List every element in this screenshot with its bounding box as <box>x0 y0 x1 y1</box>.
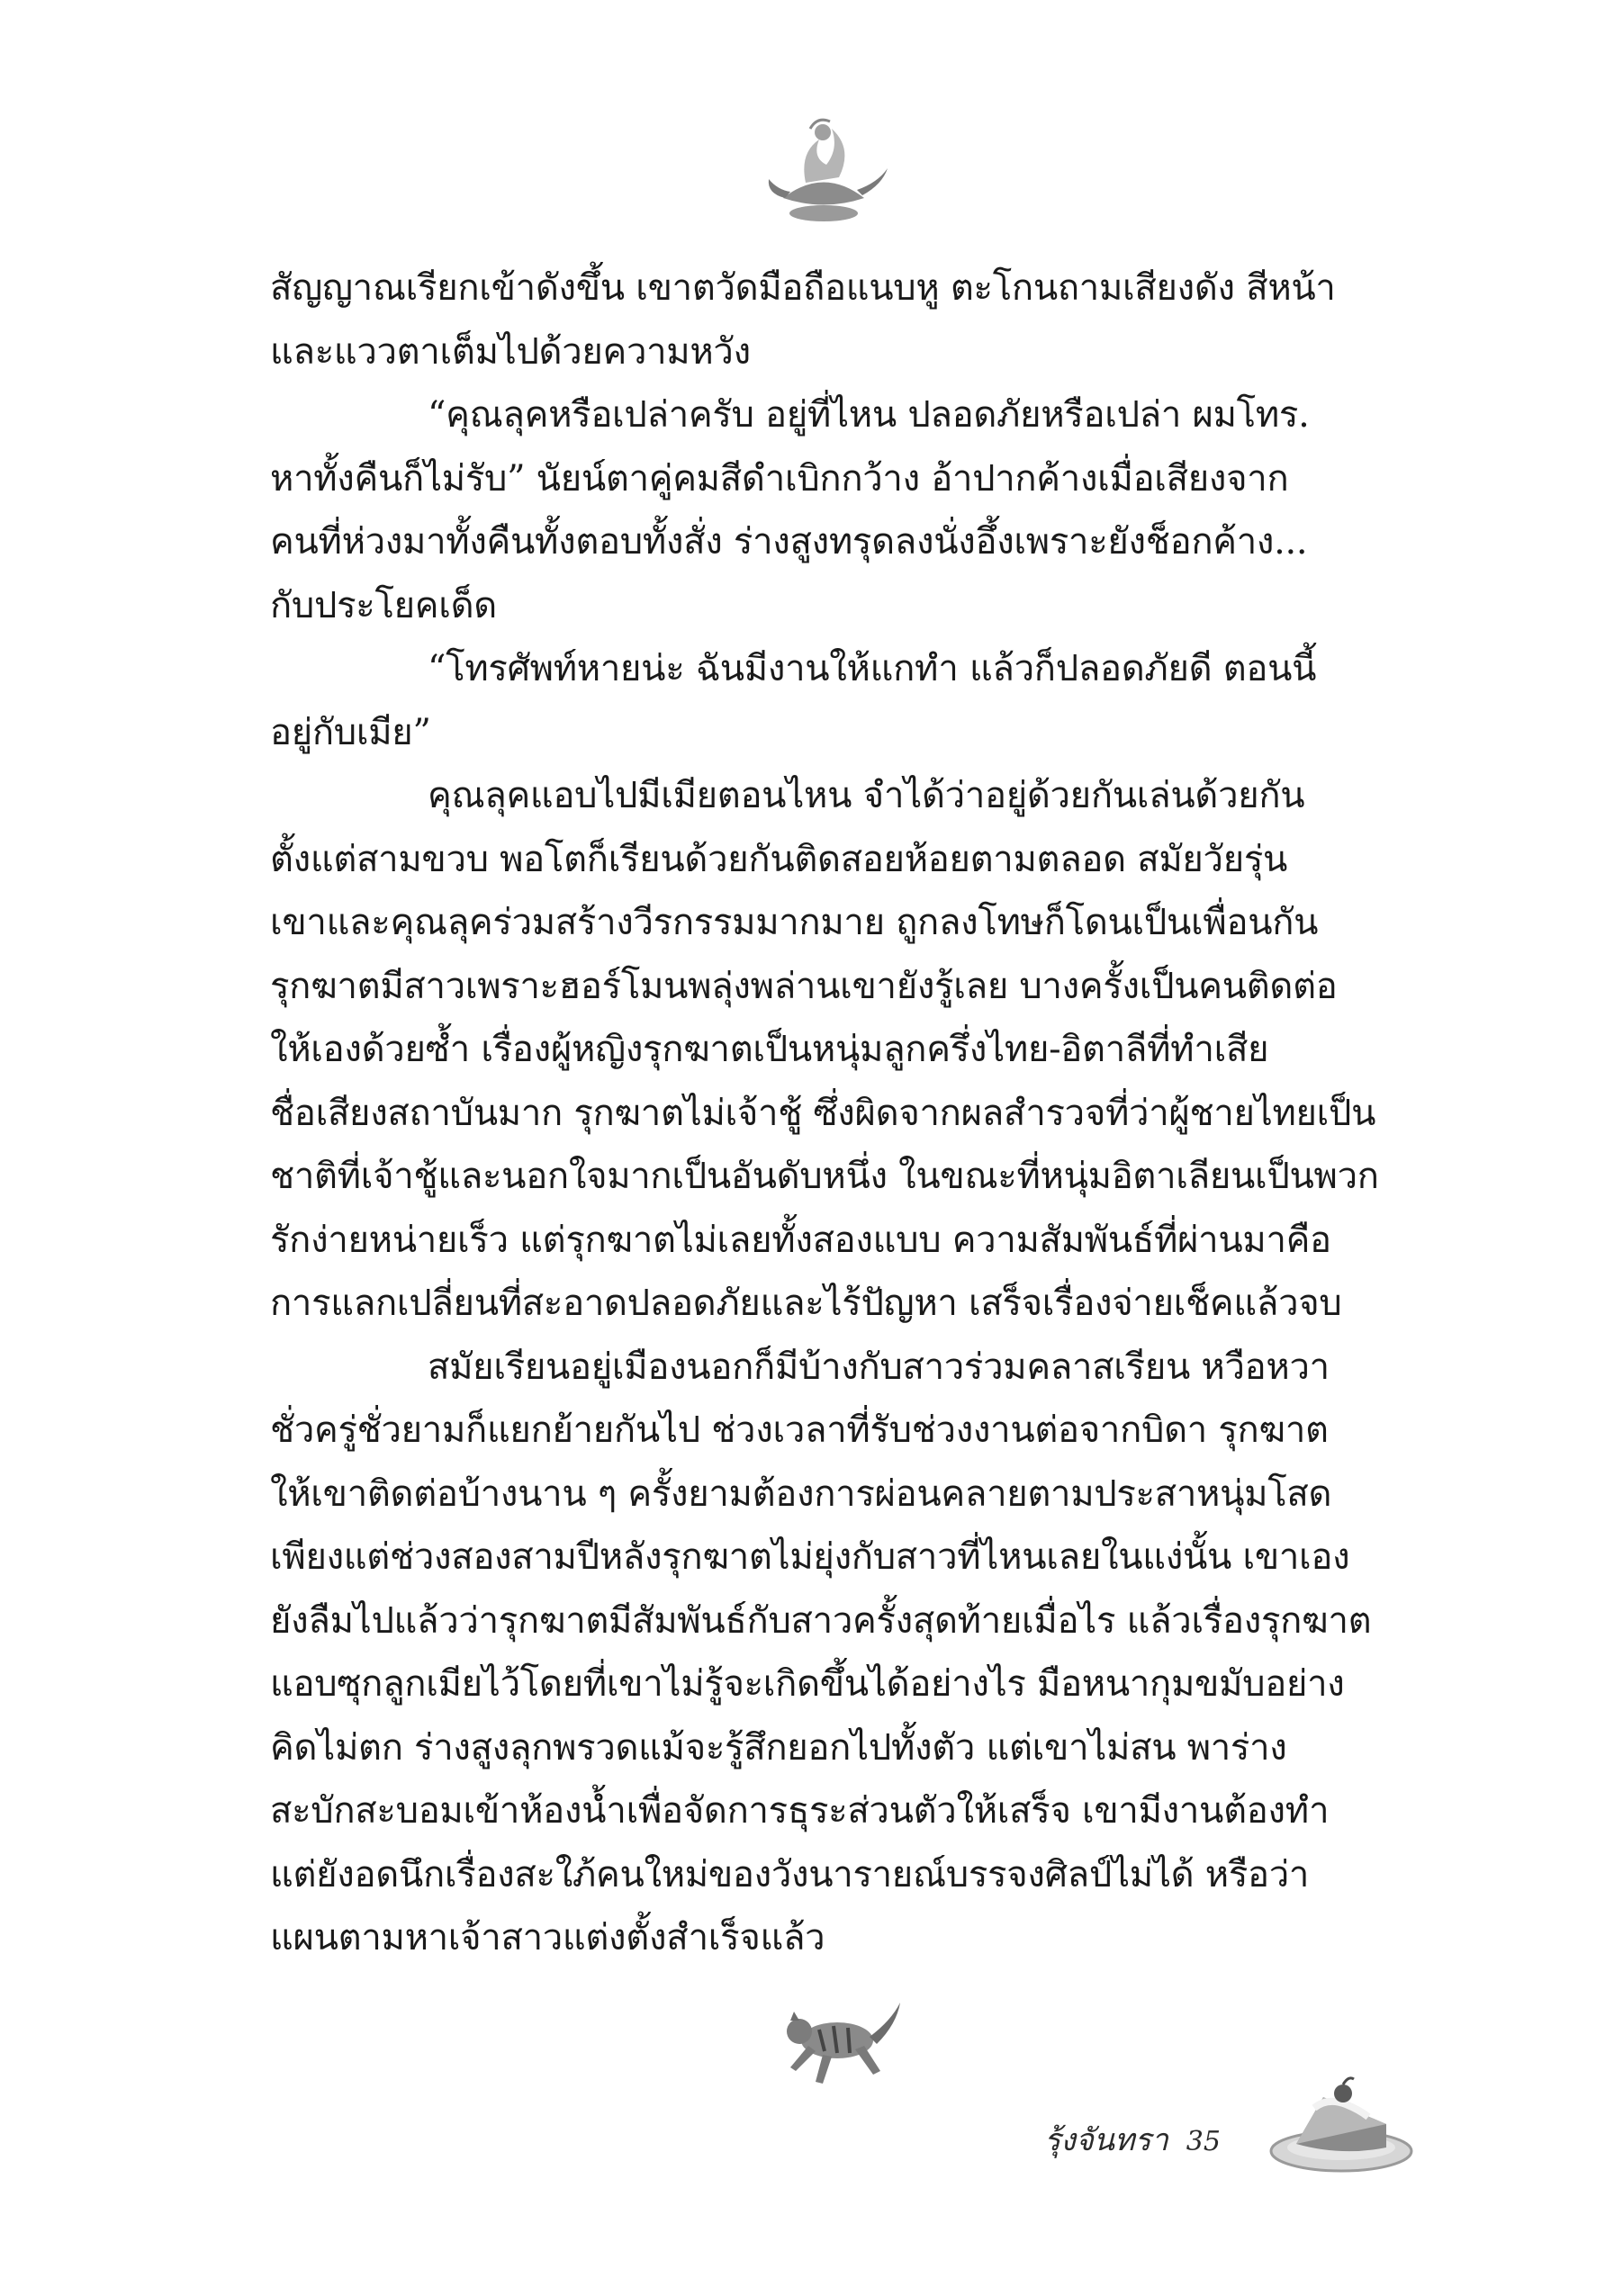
text-line: แต่ยังอดนึกเรื่องสะใภ้คนใหม่ของวังนารายณ์บรรจงศิลป์ไม่ได้ หรือว่า <box>270 1853 1310 1895</box>
text-line: สะบักสะบอมเข้าห้องน้ำเพื่อจัดการธุระส่วนตัวให้เสร็จ เขามีงานต้องทำ <box>270 1790 1330 1832</box>
text-line: กับประโยคเด็ด <box>270 584 497 626</box>
text-line: ชื่อเสียงสถาบันมาก รุกฆาตไม่เจ้าชู้ ซึ่งผิดจากผลสำรวจที่ว่าผู้ชายไทยเป็น <box>270 1092 1376 1134</box>
text-line: “คุณลุคหรือเปล่าครับ อยู่ที่ไหน ปลอดภัยหรือเปล่า ผมโทร. <box>428 394 1310 436</box>
author-name: รุ้งจันทรา <box>1044 2122 1168 2158</box>
text-line: ยังลืมไปแล้วว่ารุกฆาตมีสัมพันธ์กับสาวครั้งสุดท้ายเมื่อไร แล้วเรื่องรุกฆาต <box>270 1599 1372 1642</box>
text-line: ชาติที่เจ้าชู้และนอกใจมากเป็นอันดับหนึ่ง ในขณะที่หนุ่มอิตาเลียนเป็นพวก <box>270 1156 1379 1197</box>
page-number: 35 <box>1186 2126 1221 2157</box>
text-line: เขาและคุณลุคร่วมสร้างวีรกรรมมากมาย ถูกลงโทษก็โดนเป็นเพื่อนกัน <box>270 902 1319 943</box>
text-line: ให้เขาติดต่อบ้างนาน ๆ ครั้งยามต้องการผ่อนคลายตามประสาหนุ่มโสด <box>270 1472 1332 1515</box>
text-line: คิดไม่ตก ร่างสูงลุกพรวดแม้จะรู้สึกยอกไปทั้งตัว แต่เขาไม่สน พาร่าง <box>270 1726 1287 1769</box>
text-line: คนที่ห่วงมาทั้งคืนทั้งตอบทั้งสั่ง ร่างสูงทรุดลงนั่งอึ้งเพราะยังช็อกค้าง... <box>270 521 1308 563</box>
body-text <box>270 257 1413 1970</box>
text-line: และแววตาเต็มไปด้วยความหวัง <box>270 330 751 373</box>
text-line: ชั่วครู่ชั่วยามก็แยกย้ายกันไป ช่วงเวลาที่รับช่วงงานต่อจากบิดา รุกฆาต <box>270 1409 1329 1451</box>
genie-lamp-icon <box>756 113 891 230</box>
text-line: รุกฆาตมีสาวเพราะฮอร์โมนพลุ่งพล่านเขายังรู้เลย บางครั้งเป็นคนติดต่อ <box>270 965 1338 1007</box>
text-line: “โทรศัพท์หายน่ะ ฉันมีงานให้แกทำ แล้วก็ปลอดภัยดี ตอนนี้ <box>428 648 1317 689</box>
text-line: รักง่ายหน่ายเร็ว แต่รุกฆาตไม่เลยทั้งสองแบบ ความสัมพันธ์ที่ผ่านมาคือ <box>270 1219 1331 1261</box>
text-line: เพียงแต่ช่วงสองสามปีหลังรุกฆาตไม่ยุ่งกับสาวที่ไหนเลยในแง่นั้น เขาเอง <box>270 1536 1350 1578</box>
cake-slice-icon <box>1260 2061 1422 2178</box>
text-line: หาทั้งคืนก็ไม่รับ” นัยน์ตาคู่คมสีดำเบิกกว้าง อ้าปากค้างเมื่อเสียงจาก <box>270 457 1289 500</box>
text-line: แผนตามหาเจ้าสาวแต่งตั้งสำเร็จแล้ว <box>270 1917 825 1958</box>
page-footer <box>1044 2115 1221 2169</box>
text-line: การแลกเปลี่ยนที่สะอาดปลอดภัยและไร้ปัญหา เสร็จเรื่องจ่ายเช็คแล้วจบ <box>270 1283 1342 1324</box>
text-line: สัญญาณเรียกเข้าดังขึ้น เขาตวัดมือถือแนบหู ตะโกนถามเสียงดัง สีหน้า <box>270 267 1336 309</box>
text-line: แอบซุกลูกเมียไว้โดยที่เขาไม่รู้จะเกิดขึ้นได้อย่างไร มือหนากุมขมับอย่าง <box>270 1663 1345 1705</box>
text-line: อยู่กับเมีย” <box>270 711 431 753</box>
text-line: ให้เองด้วยซ้ำ เรื่องผู้หญิงรุกฆาตเป็นหนุ่มลูกครึ่งไทย-อิตาลีที่ทำเสีย <box>270 1029 1269 1070</box>
text-line: ตั้งแต่สามขวบ พอโตก็เรียนด้วยกันติดสอยห้อยตามตลอด สมัยวัยรุ่น <box>270 838 1288 880</box>
text-line: สมัยเรียนอยู่เมืองนอกก็มีบ้างกับสาวร่วมคลาสเรียน หวือหวา <box>428 1346 1330 1388</box>
text-line: คุณลุคแอบไปมีเมียตอนไหน จำได้ว่าอยู่ด้วยกันเล่นด้วยกัน <box>428 775 1305 816</box>
tiger-icon <box>765 1985 909 2088</box>
